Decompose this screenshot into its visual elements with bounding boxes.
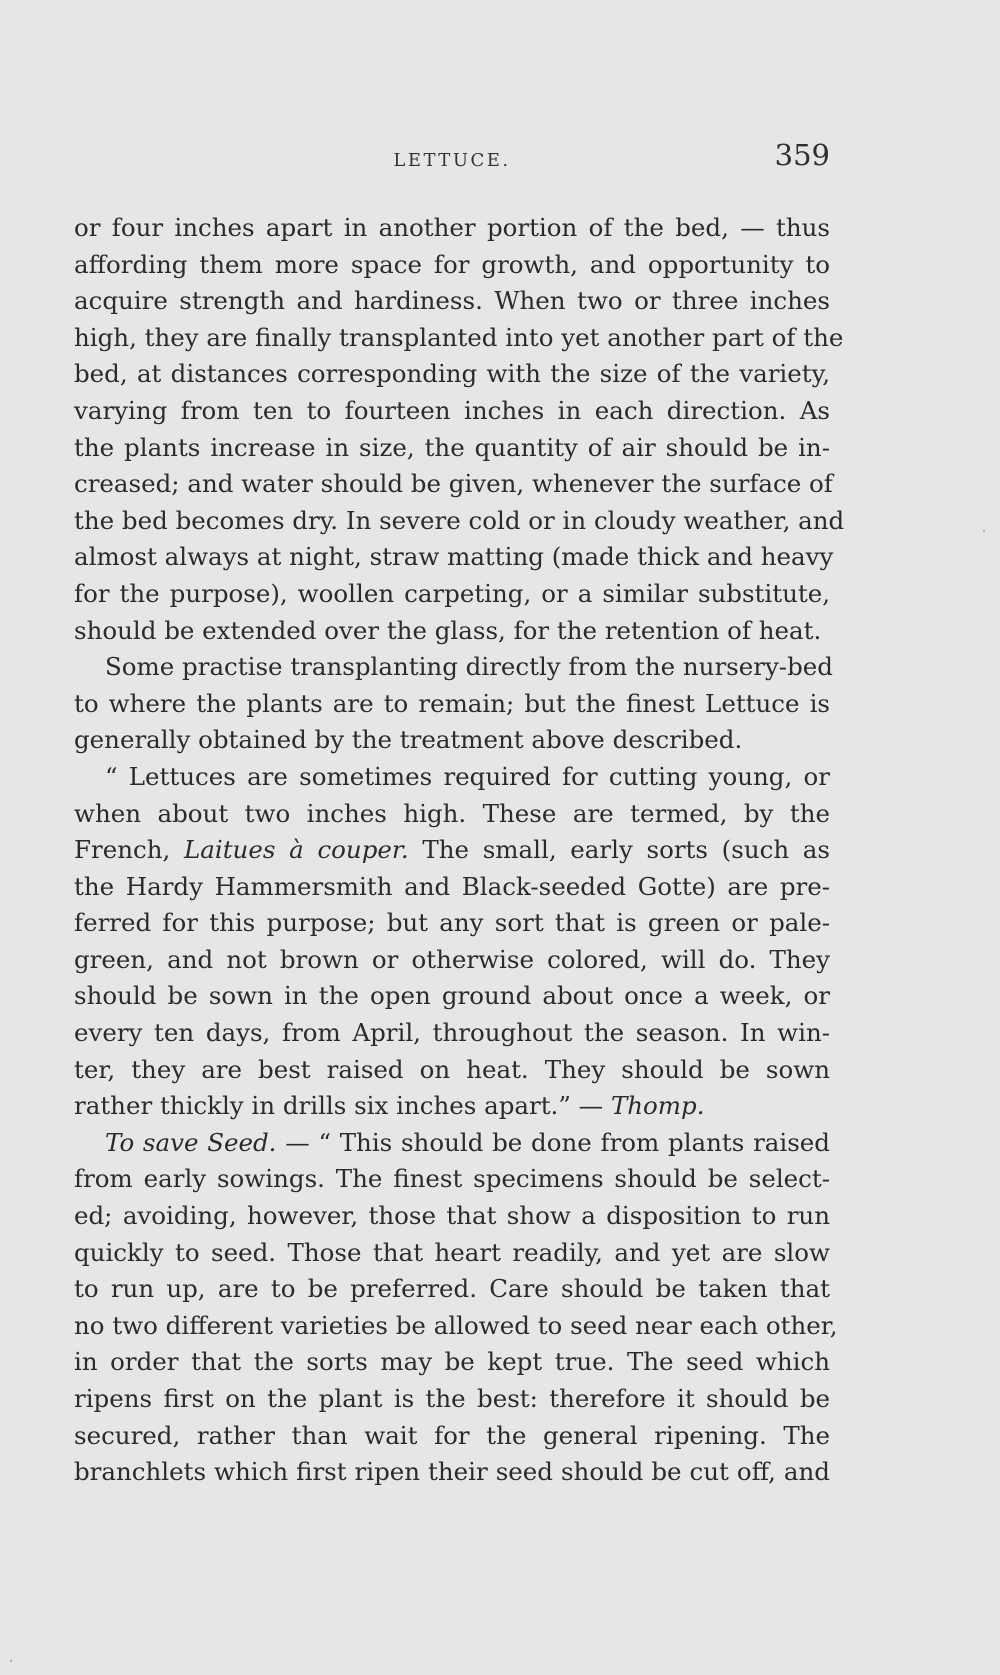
text-line: from early sowings. The finest specimens should be select- [74, 1164, 830, 1194]
text-line: varying from ten to fourteen inches in each direction. As [74, 395, 830, 425]
text-line: the plants increase in size, the quantity of air should be in- [74, 432, 830, 462]
line-text: rather thickly in drills six inches apart.” — [74, 1091, 611, 1121]
section-heading: To save Seed. [105, 1127, 277, 1157]
running-title: LETTUCE. [393, 150, 511, 171]
attribution: Thomp. [610, 1091, 705, 1121]
line-text: — “ This should be done from plants raised [276, 1127, 830, 1157]
text-line: the bed becomes dry. In severe cold or in cloudy weather, and [74, 505, 845, 535]
text-line: should be sown in the open ground about once a week, or [74, 981, 830, 1011]
text-line: for the purpose), woollen carpeting, or a similar substitute, [74, 578, 830, 608]
text-line: quickly to seed. Those that heart readily, and yet are slow [74, 1237, 830, 1267]
text-line: ter, they are best raised on heat. They should be sown [74, 1054, 830, 1084]
text-line: no two different varieties be allowed to seed near each other, [74, 1310, 838, 1340]
text-line: in order that the sorts may be kept true. The seed which [74, 1347, 830, 1377]
text-line: should be extended over the glass, for the retention of heat. [74, 615, 822, 645]
text-line: ferred for this purpose; but any sort that is green or pale- [74, 908, 830, 938]
text-line: when about two inches high. These are termed, by the [74, 798, 830, 828]
text-line [74, 1088, 830, 1125]
text-line: the Hardy Hammersmith and Black-seeded Gotte) are pre- [74, 871, 830, 901]
paper-speck [983, 530, 985, 532]
text-line: or four inches apart in another portion of the bed, — thus [74, 213, 830, 242]
page-number: 359 [774, 138, 830, 172]
body-text [74, 210, 845, 1491]
text-line: generally obtained by the treatment above described. [74, 725, 743, 755]
text-line: ed; avoiding, however, those that show a disposition to run [74, 1201, 830, 1231]
text-line: creased; and water should be given, whenever the surface of [74, 469, 833, 499]
text-line: “ Lettuces are sometimes required for cutting young, or [105, 761, 830, 791]
text-line: bed, at distances corresponding with the size of the variety, [74, 359, 830, 389]
text-line: high, they are finally transplanted into yet another part of the [74, 322, 844, 352]
paper-speck [10, 1660, 12, 1662]
text-line: affording them more space for growth, and opportunity to [74, 249, 830, 279]
text-line: to where the plants are to remain; but the finest Lettuce is [74, 688, 830, 718]
text-line: every ten days, from April, throughout the season. In win- [74, 1018, 830, 1048]
italic-phrase: Laitues à couper. [184, 835, 409, 865]
text-line: acquire strength and hardiness. When two or three inches [74, 286, 830, 316]
text-line: branchlets which first ripen their seed should be cut off, and [74, 1457, 830, 1487]
running-head [74, 138, 830, 178]
text-line: ripens first on the plant is the best: therefore it should be [74, 1384, 830, 1413]
text-line: Some practise transplanting directly from the nursery-bed [105, 652, 833, 682]
line-text: The small, early sorts (such as [408, 835, 830, 865]
text-line: to run up, are to be preferred. Care should be taken that [74, 1274, 830, 1304]
text-line: almost always at night, straw matting (made thick and heavy [74, 542, 834, 572]
line-text: French, [74, 835, 184, 865]
text-line: secured, rather than wait for the general ripening. The [74, 1420, 830, 1450]
text-line: green, and not brown or otherwise colored, will do. They [74, 944, 830, 974]
text-line [74, 832, 830, 869]
text-line [74, 1125, 830, 1162]
